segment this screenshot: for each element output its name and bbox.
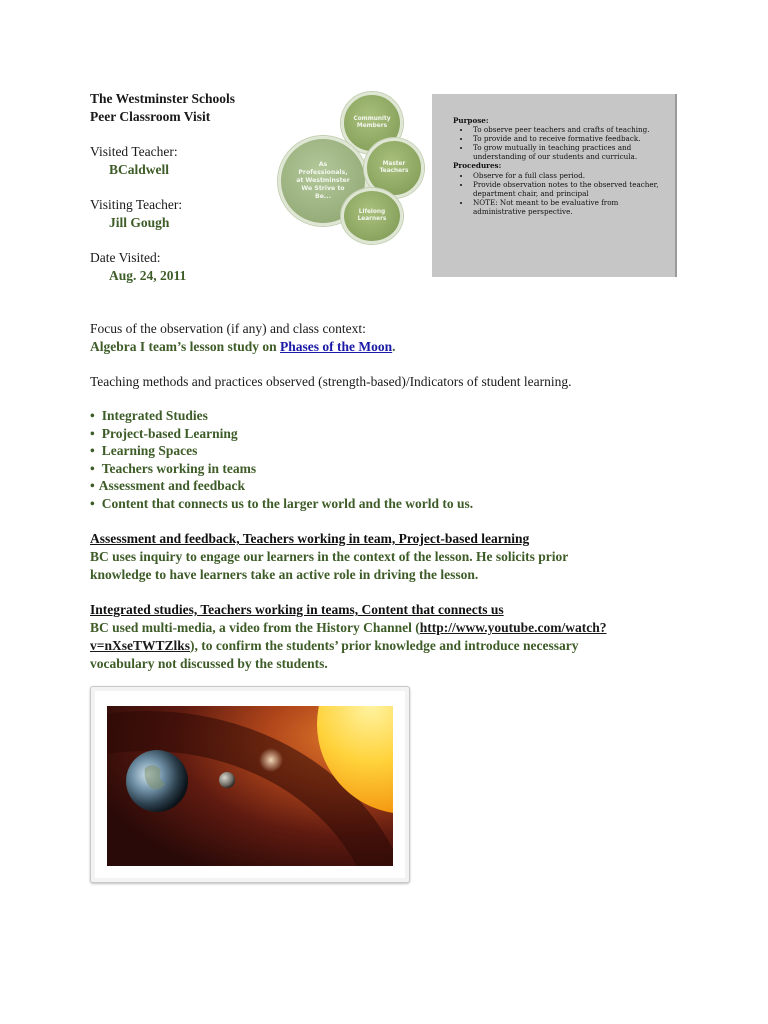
youtube-link-part2[interactable]: v=nXseTWTZlks xyxy=(90,638,190,653)
bullet-icon: • xyxy=(90,460,95,476)
bullet-icon: • xyxy=(90,495,95,511)
section-integrated-prefix: BC used multi-media, a video from the History Channel ( xyxy=(90,620,420,635)
lifelong-learners-label: Lifelong Learners xyxy=(357,209,387,222)
methods-list-item xyxy=(90,495,473,513)
methods-item-text: Teachers working in teams xyxy=(101,460,257,476)
visiting-teacher-label: Visiting Teacher: xyxy=(90,197,183,212)
methods-item-text: Content that connects us to the larger world and the world to us. xyxy=(101,495,474,511)
moon-glyph xyxy=(219,772,235,788)
lifelong-learners-circle xyxy=(341,188,403,244)
visited-teacher-label: Visited Teacher: xyxy=(90,144,178,159)
section-assessment-heading: Assessment and feedback, Teachers working in team, Project-based learning xyxy=(90,531,530,546)
section-integrated-suffix: ), to confirm the students’ prior knowledge and introduce necessary xyxy=(189,638,579,653)
purpose-procedures-box xyxy=(432,94,677,277)
methods-list-item xyxy=(90,425,473,443)
school-name: The Westminster Schools xyxy=(90,91,236,106)
bullet-icon: • xyxy=(90,478,95,494)
methods-list xyxy=(90,407,473,513)
focus-text-suffix: . xyxy=(392,339,396,354)
procedure-item: • Provide observation notes to the observed teacher, department chair, and principal xyxy=(471,180,665,198)
section-integrated-line xyxy=(90,637,578,655)
procedures-heading: Procedures: xyxy=(453,161,502,171)
methods-item-text: Project-based Learning xyxy=(101,425,238,441)
purpose-item: • To provide and to receive formative feedback. xyxy=(471,134,665,143)
lens-glow xyxy=(259,748,283,772)
visited-teacher-value: BCaldwell xyxy=(109,162,170,177)
purpose-item: • To observe peer teachers and crafts of teaching. xyxy=(471,125,665,134)
focus-label: Focus of the observation (if any) and class context: xyxy=(90,321,366,336)
photo-frame xyxy=(90,686,410,883)
earth-moon-sun-image xyxy=(107,706,393,866)
master-teachers-label: Master Teachers xyxy=(379,161,409,174)
section-integrated-heading: Integrated studies, Teachers working in teams, Content that connects us xyxy=(90,602,504,617)
methods-item-text: Integrated Studies xyxy=(101,408,208,423)
date-label: Date Visited: xyxy=(90,250,161,265)
procedure-item: • NOTE: Not meant to be evaluative from administrative perspective. xyxy=(471,198,665,216)
methods-list-item xyxy=(90,477,473,495)
professional-goals-diagram xyxy=(278,92,428,242)
methods-label: Teaching methods and practices observed (strength-based)/Indicators of student learning. xyxy=(90,374,572,389)
date-value: Aug. 24, 2011 xyxy=(109,268,187,283)
procedure-item: • Observe for a full class period. xyxy=(471,171,665,180)
focus-text-prefix: Algebra I team’s lesson study on xyxy=(90,339,281,354)
bullet-icon: • xyxy=(90,425,95,441)
section-integrated-line: vocabulary not discussed by the students. xyxy=(90,656,328,671)
section-integrated-line xyxy=(90,619,607,637)
bullet-icon: • xyxy=(90,443,95,459)
methods-list-item xyxy=(90,442,473,460)
bullet-icon: • xyxy=(90,408,95,423)
form-title: Peer Classroom Visit xyxy=(90,109,211,124)
section-assessment-line: BC uses inquiry to engage our learners in the context of the lesson. He solicits prior xyxy=(90,549,569,564)
purpose-item: • To grow mutually in teaching practices and understanding of our students and curricula. xyxy=(471,143,665,161)
methods-item-text: Assessment and feedback xyxy=(98,478,245,494)
methods-list-item xyxy=(90,460,473,478)
youtube-link-part1[interactable]: http://www.youtube.com/watch? xyxy=(419,620,607,635)
visiting-teacher-value: Jill Gough xyxy=(109,215,170,230)
community-members-label: Community Members xyxy=(353,116,391,129)
section-assessment-line: knowledge to have learners take an active role in driving the lesson. xyxy=(90,567,479,582)
methods-list-item xyxy=(90,407,473,425)
phases-of-the-moon-link[interactable]: Phases of the Moon xyxy=(280,339,393,354)
purpose-heading: Purpose: xyxy=(453,116,489,125)
center-label: As Professionals, at Westminster We Strive to Be... xyxy=(296,161,350,200)
methods-item-text: Learning Spaces xyxy=(101,443,198,459)
focus-text xyxy=(90,338,396,356)
